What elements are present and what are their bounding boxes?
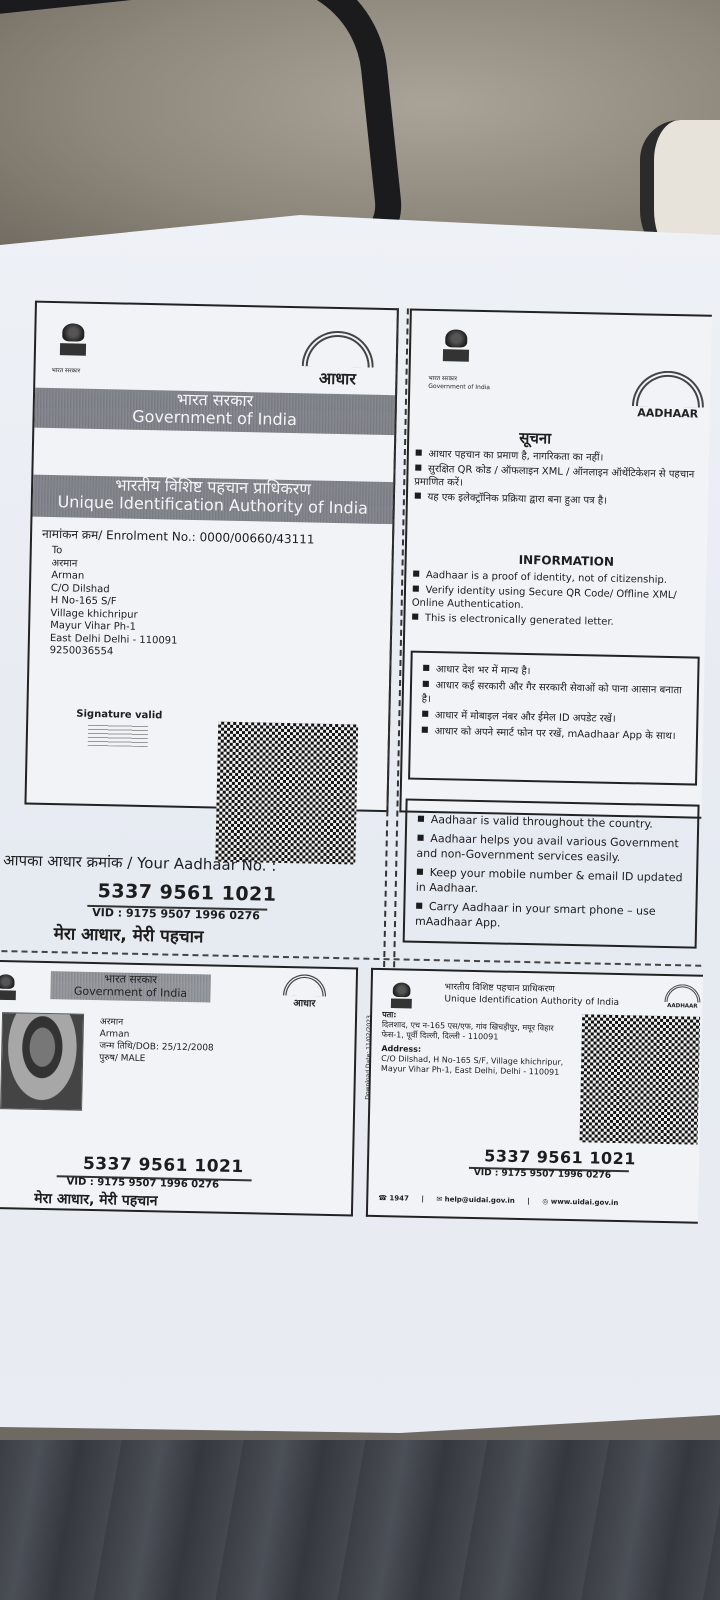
- card-vid: VID : 9175 9507 1996 0276: [66, 1176, 220, 1191]
- address-line: Village khichripur: [50, 607, 138, 621]
- signature-status: Signature valid: [76, 708, 163, 722]
- hindi-info-item: ■ आधार कई सरकारी और गैर सरकारी सेवाओं को पाना आसान बनाता है।: [422, 677, 688, 713]
- information-en-list: [411, 567, 707, 631]
- card-govt-band-hi: भारत सरकार: [104, 972, 158, 987]
- address-line: C/O Dilshad: [50, 582, 110, 595]
- card-front: [0, 960, 358, 1217]
- national-emblem-icon: [58, 323, 89, 366]
- address-line: H No-165 S/F: [50, 595, 117, 608]
- card-uidai: [444, 981, 619, 1009]
- card-tagline: मेरा आधार, मेरी पहचान: [34, 1190, 158, 1210]
- notice-hi-item: ■ आधार पहचान का प्रमाण है, नागरिकता का नहीं।: [415, 446, 705, 467]
- card-uidai-en: Unique Identification Authority of India: [444, 994, 620, 1009]
- english-info-item: ■ Aadhaar is valid throughout the country.: [417, 811, 689, 833]
- recipient-address: [50, 545, 180, 660]
- hindi-info-box: [408, 651, 700, 786]
- english-info-item: ■ Aadhaar helps you avail various Government and non-Government services easily.: [416, 830, 689, 867]
- information-en-item: ■ This is electronically generated letter.: [411, 610, 706, 631]
- card-qr-code: [579, 1014, 700, 1144]
- card-govt-band: [50, 971, 211, 1002]
- govt-small-label: भारत सरकार: [51, 366, 81, 375]
- govt-band-en: Government of India: [132, 406, 298, 430]
- hindi-info-item: ■ आधार को अपने स्मार्ट फोन पर रखें, mAadhaar App के साथ।: [421, 723, 686, 745]
- english-info-item: ■ Keep your mobile number & email ID updated in Aadhaar.: [416, 864, 689, 901]
- english-info-item: ■ Carry Aadhaar in your smart phone – use mAadhaar App.: [415, 898, 688, 935]
- holder-name-en: Arman: [99, 1029, 130, 1040]
- holder-dob: जन्म तिथि/DOB: 25/12/2008: [99, 1041, 214, 1054]
- english-info-list: [415, 811, 689, 935]
- hindi-info-item: ■ आधार में मोबाइल नंबर और ईमेल ID अपडेट रखें।: [421, 707, 686, 729]
- digital-signature-stamp: [88, 724, 148, 747]
- address-en: C/O Dilshad, H No-165 S/F, Village khichripur, Mayur Vihar Ph-1, East Delhi, Delhi - 110091: [380, 1054, 564, 1077]
- download-date: Download Date: 11/02/2023: [364, 1015, 374, 1100]
- national-emblem-icon: [0, 974, 18, 1008]
- contact-phone: 1947: [389, 1194, 410, 1203]
- uidai-band-en: Unique Identification Authority of India: [57, 492, 369, 518]
- card-back-logo-text: AADHAAR: [667, 1002, 698, 1010]
- card-govt-band-en: Government of India: [73, 984, 188, 1000]
- your-aadhaar-label: आपका आधार क्रमांक / Your Aadhaar No. :: [3, 851, 277, 875]
- english-info-box: [403, 798, 700, 948]
- card-back-aadhaar-number: 5337 9561 1021: [483, 1146, 637, 1169]
- enrolment-number: नामांकन क्रम/ Enrolment No.: 0000/00660/43111: [41, 526, 315, 547]
- contact-web: www.uidai.gov.in: [550, 1197, 619, 1208]
- address-line: Mayur Vihar Ph-1: [50, 620, 137, 633]
- qr-code: [215, 722, 358, 865]
- address-line: अरमान: [51, 557, 78, 570]
- holder-photo: [0, 1012, 84, 1111]
- govt-band-hi: भारत सरकार: [176, 389, 254, 411]
- hindi-info-list: [421, 661, 688, 745]
- aadhaar-logo-text: आधार: [318, 368, 357, 389]
- tagline: मेरा आधार, मेरी पहचान: [53, 924, 204, 948]
- holder-details: [99, 1016, 214, 1066]
- address-line: To: [51, 545, 63, 557]
- info-panel: [399, 308, 711, 818]
- uidai-band: [32, 475, 393, 525]
- holder-gender: पुरुष/ MALE: [99, 1053, 146, 1065]
- letter-panel: [24, 301, 398, 813]
- notice-hi-item: ■ यह एक इलेक्ट्रॉनिक प्रक्रिया द्वारा बना हुआ पत्र है।: [414, 489, 704, 510]
- address-line: Arman: [51, 570, 85, 582]
- card-back-vid: VID : 9175 9507 1996 0276: [473, 1168, 612, 1181]
- contact-email: help@uidai.gov.in: [444, 1195, 515, 1205]
- card-address-block: [381, 1010, 577, 1078]
- contact-row: ☎ 1947 | ✉ help@uidai.gov.in | ◎ www.uidai.gov.in: [378, 1194, 619, 1208]
- card-aadhaar-number: 5337 9561 1021: [82, 1153, 244, 1178]
- govt-band: [34, 388, 395, 436]
- web-icon: ◎: [542, 1197, 549, 1206]
- information-en-item: ■ Verify identity using Secure QR Code/ Offline XML/ Online Authentication.: [412, 582, 708, 616]
- information-en-item: ■ Aadhaar is a proof of identity, not of citizenship.: [412, 567, 707, 588]
- govt-small-hi: भारत सरकार: [428, 374, 458, 383]
- national-emblem-icon: [441, 329, 472, 372]
- fabric-background: [0, 1440, 720, 1600]
- notice-hi-item: ■ सुरक्षित QR कोड / ऑफलाइन XML / ऑनलाइन ऑथेंटिकेशन से पहचान प्रमाणित करें।: [414, 461, 705, 495]
- address-line: 9250036554: [49, 645, 114, 658]
- phone-icon: ☎: [378, 1194, 388, 1203]
- address-hi: दिलशाद, एच न-165 एस/एफ, गांव खिचड़ीपुर, मयूर विहार फेस-1, पूर्वी दिल्ली, दिल्ली - 110091: [381, 1020, 554, 1042]
- aadhaar-number: 5337 9561 1021: [97, 880, 277, 906]
- aadhaar-letter: [0, 300, 715, 1225]
- aadhaar-logo-icon: [628, 370, 709, 422]
- address-line: East Delhi Delhi - 110091: [49, 632, 178, 647]
- address-label-hi: पता:: [382, 1010, 397, 1020]
- card-back: [366, 968, 703, 1224]
- notice-hi-list: [414, 446, 705, 510]
- holder-name-hi: अरमान: [99, 1017, 124, 1028]
- information-heading: INFORMATION: [518, 552, 615, 569]
- aadhaar-logo-icon: [297, 330, 378, 389]
- govt-small-en: Government of India: [428, 382, 491, 392]
- aadhaar-logo-icon: [280, 974, 329, 1009]
- card-logo-text: आधार: [293, 996, 316, 1009]
- vid-number: VID : 9175 9507 1996 0276: [92, 905, 261, 923]
- uidai-band-hi: भारतीय विशिष्ट पहचान प्राधिकरण: [115, 475, 312, 499]
- aadhaar-logo-text: AADHAAR: [637, 406, 699, 421]
- address-label-en: Address:: [381, 1044, 422, 1054]
- card-uidai-hi: भारतीय विशिष्ट पहचान प्राधिकरण: [444, 982, 555, 995]
- hindi-info-item: ■ आधार देश भर में मान्य है।: [422, 661, 687, 683]
- notice-heading-hi: सूचना: [519, 428, 552, 448]
- email-icon: ✉: [436, 1195, 443, 1204]
- aadhaar-logo-icon: [662, 984, 703, 1010]
